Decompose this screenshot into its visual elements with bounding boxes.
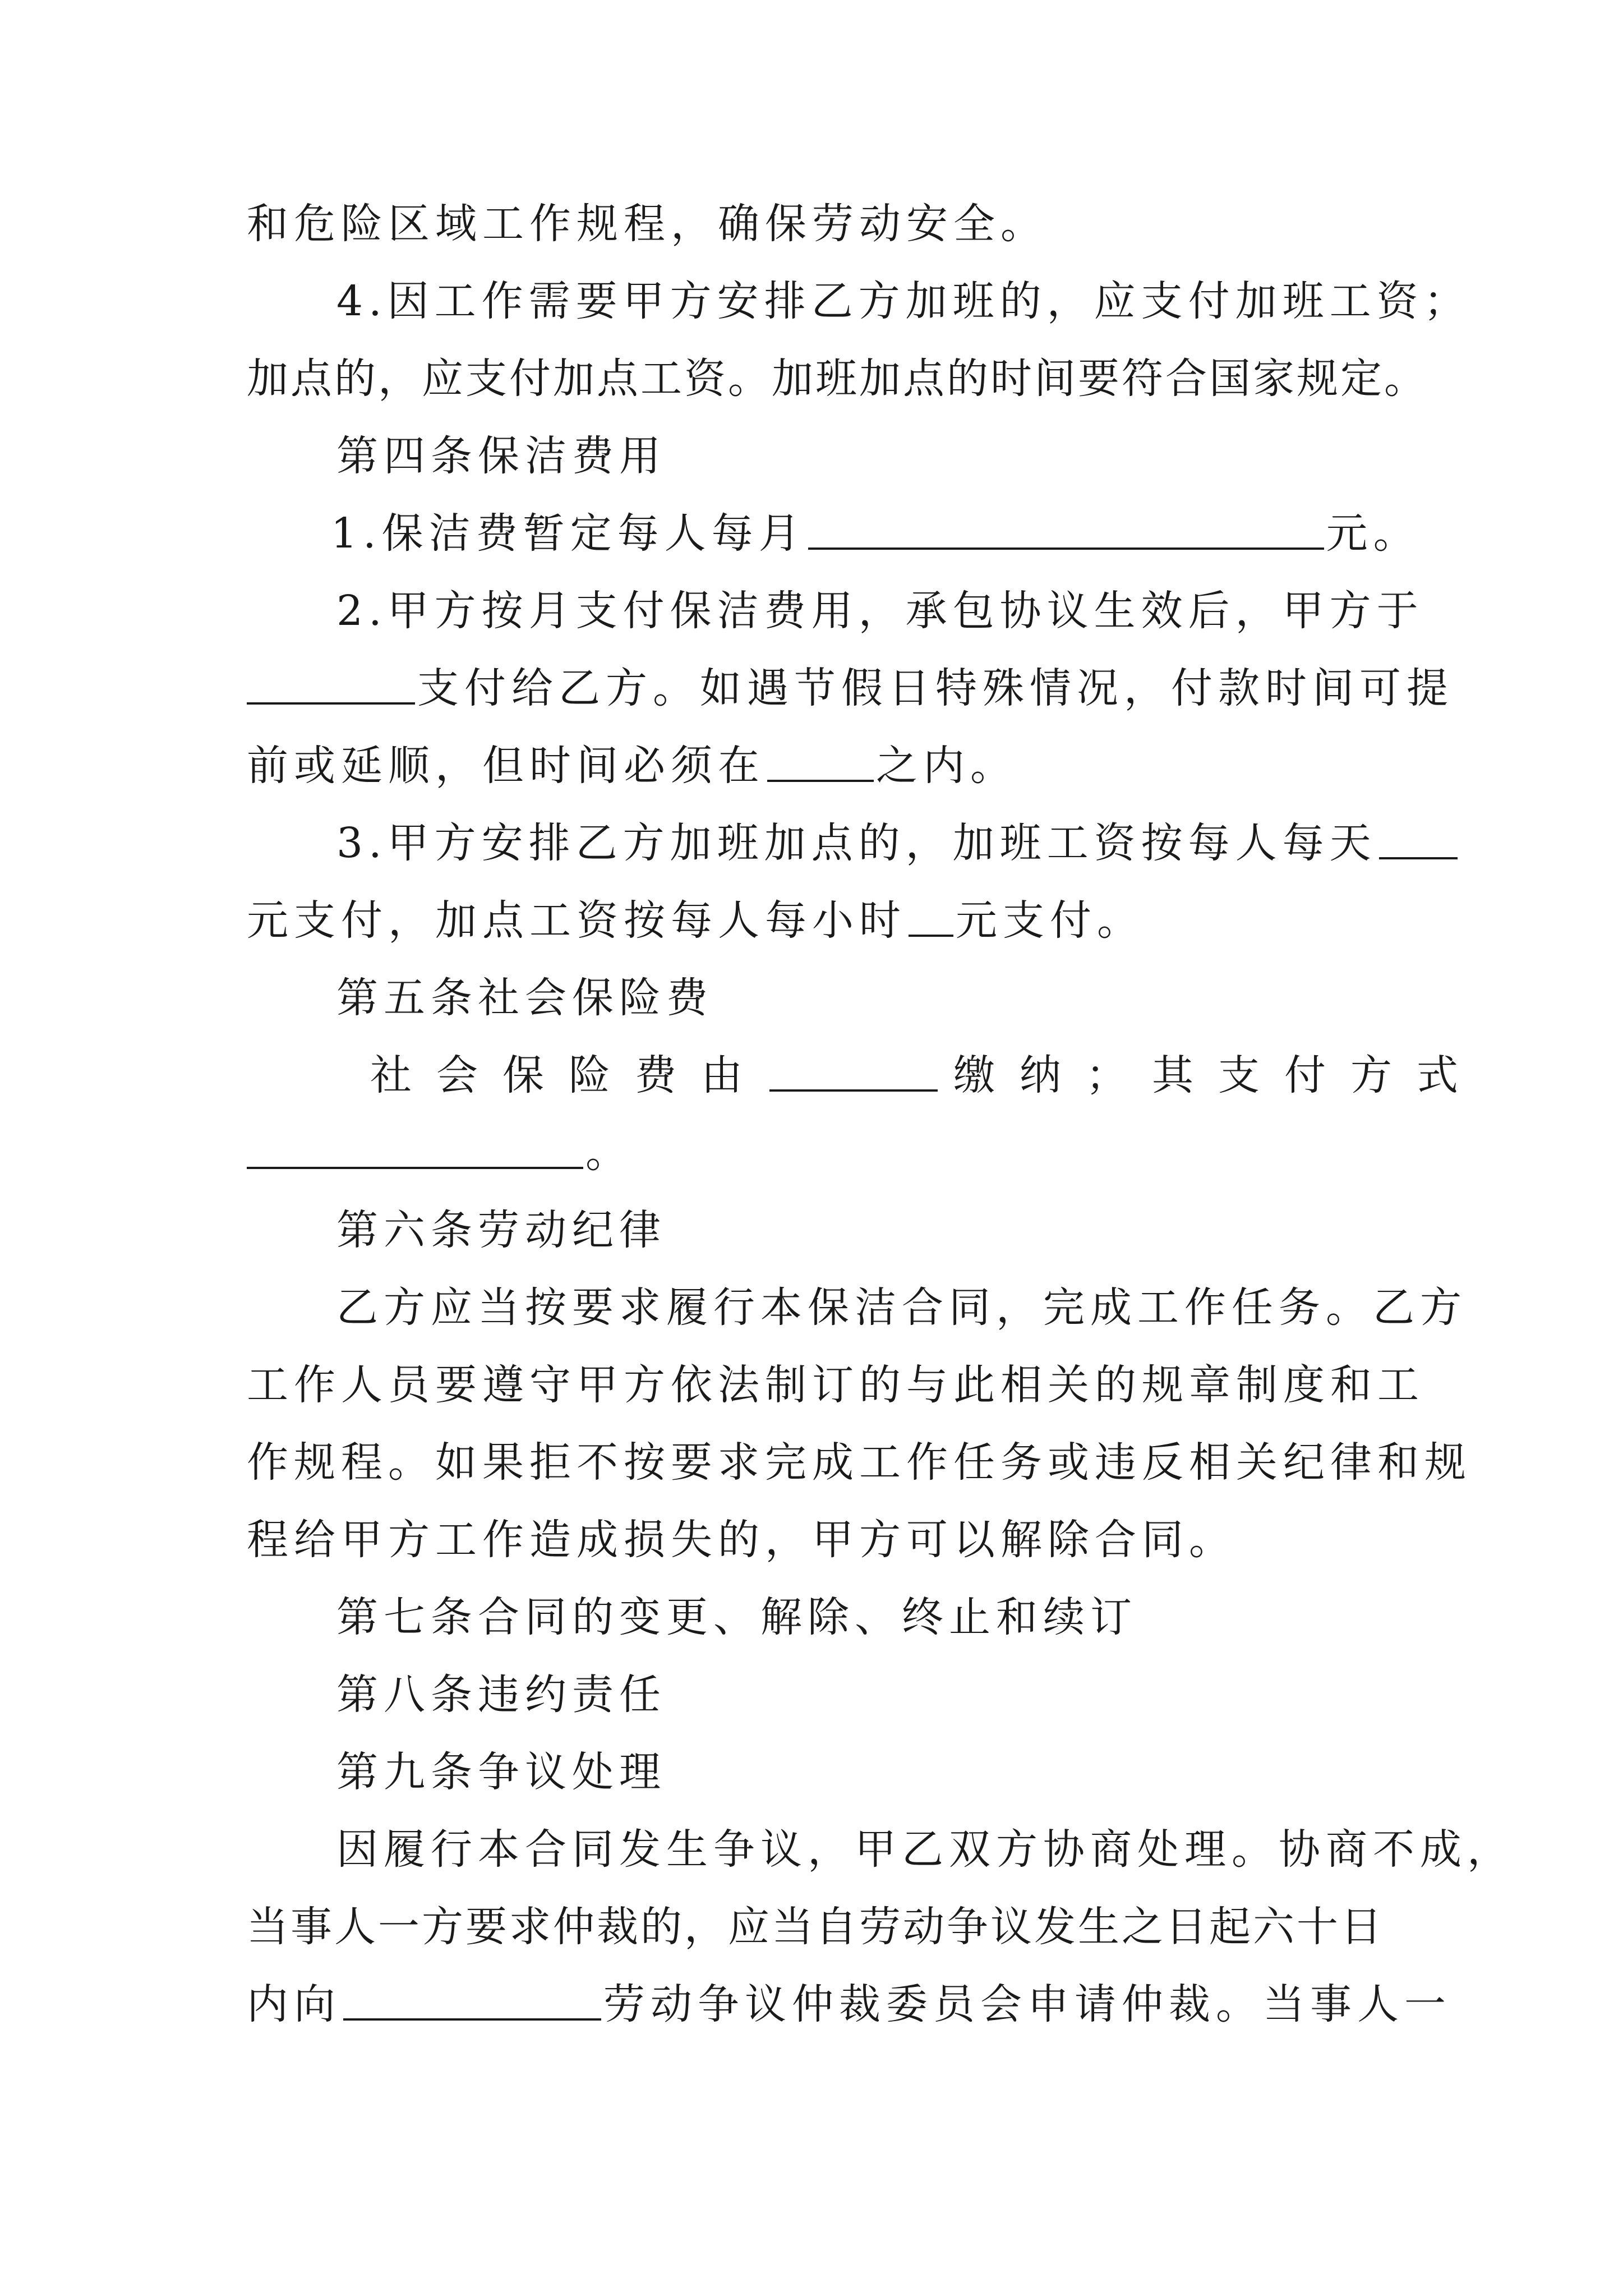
fill-in-blank — [247, 663, 415, 705]
text-run: 缴纳；其支付方式 — [953, 1051, 1483, 1099]
text-run: 因履行本合同发生争议，甲乙双方协商处理。协商不成， — [336, 1825, 1514, 1874]
paragraph-line — [247, 263, 1471, 340]
paragraph-line — [247, 650, 1454, 727]
paragraph-line — [247, 727, 1380, 804]
text-run: 支付给乙方。如遇节假日特殊情况，付款时间可提 — [417, 664, 1454, 712]
section-title: 第七条合同的变更、解除、终止和续订 — [336, 1593, 1137, 1641]
paragraph-line — [247, 882, 1380, 959]
paragraph-line — [247, 1966, 1451, 2043]
section-heading — [247, 1191, 1380, 1269]
text-run: 4.因工作需要甲方安排乙方加班的，应支付加班工资； — [336, 277, 1471, 325]
text-run: 元支付。 — [956, 896, 1144, 945]
text-run: 之内。 — [876, 742, 1017, 790]
section-title: 第八条违约责任 — [336, 1671, 666, 1719]
fill-in-blank — [808, 508, 1324, 550]
section-title: 第六条劳动纪律 — [336, 1206, 666, 1254]
text-run: 社会保险费由 — [370, 1051, 767, 1099]
section-heading — [247, 959, 1380, 1037]
fill-in-blank — [247, 1128, 583, 1169]
text-run: 元。 — [1326, 509, 1421, 558]
text-run: 3.甲方安排乙方加班加点的，加班工资按每人每天 — [336, 819, 1377, 867]
text-run: 和危险区域工作规程，确保劳动安全。 — [247, 200, 1048, 248]
fill-in-blank — [1379, 818, 1458, 859]
text-run: 2.甲方按月支付保洁费用，承包协议生效后，甲方于 — [336, 587, 1424, 635]
paragraph-line — [247, 572, 1424, 650]
section-heading — [247, 1656, 1380, 1733]
fill-in-blank — [767, 740, 874, 782]
text-run: 作规程。如果拒不按要求完成工作任务或违反相关纪律和规 — [247, 1438, 1472, 1487]
section-heading — [247, 1579, 1380, 1656]
fill-in-blank — [343, 1979, 601, 2021]
paragraph-line — [247, 495, 1421, 572]
text-run: 内向 — [247, 1980, 341, 2028]
text-run: 当事人一方要求仲裁的，应当自劳动争议发生之日起六十日 — [247, 1903, 1384, 1951]
section-heading — [247, 417, 1380, 495]
paragraph-line — [247, 1501, 1380, 1579]
text-run: 程给甲方工作造成损失的，甲方可以解除合同。 — [247, 1516, 1236, 1564]
text-run: 工作人员要遵守甲方依法制订的与此相关的规章制度和工 — [247, 1361, 1424, 1409]
paragraph-line — [247, 1811, 1514, 1888]
text-run: 元支付，加点工资按每人每小时 — [247, 896, 906, 945]
section-title: 第四条保洁费用 — [336, 432, 666, 480]
text-run: 劳动争议仲裁委员会申请仲裁。当事人一 — [603, 1980, 1451, 2028]
paragraph-line — [247, 1424, 1472, 1501]
fill-in-blank — [769, 1050, 938, 1092]
section-title: 第五条社会保险费 — [336, 974, 713, 1022]
paragraph-line — [247, 1269, 1467, 1346]
paragraph-line — [247, 804, 1380, 882]
paragraph-line — [247, 340, 1428, 417]
paragraph-line — [247, 1037, 1483, 1114]
text-run: 加点的，应支付加点工资。加班加点的时间要符合国家规定。 — [247, 355, 1428, 403]
section-title: 第九条争议处理 — [336, 1748, 666, 1796]
text-run: 乙方应当按要求履行本保洁合同，完成工作任务。乙方 — [336, 1283, 1467, 1332]
fill-in-blank — [909, 895, 953, 937]
paragraph-line — [247, 1114, 1380, 1191]
text-run: 。 — [585, 1129, 633, 1177]
section-heading — [247, 1733, 1380, 1811]
text-run: 1.保洁费暂定每人每月 — [331, 509, 806, 558]
document-page — [247, 185, 1514, 2043]
text-run: 前或延顺，但时间必须在 — [247, 742, 765, 790]
paragraph-line — [247, 1346, 1424, 1424]
paragraph-line — [247, 185, 1380, 263]
paragraph-line — [247, 1888, 1384, 1966]
